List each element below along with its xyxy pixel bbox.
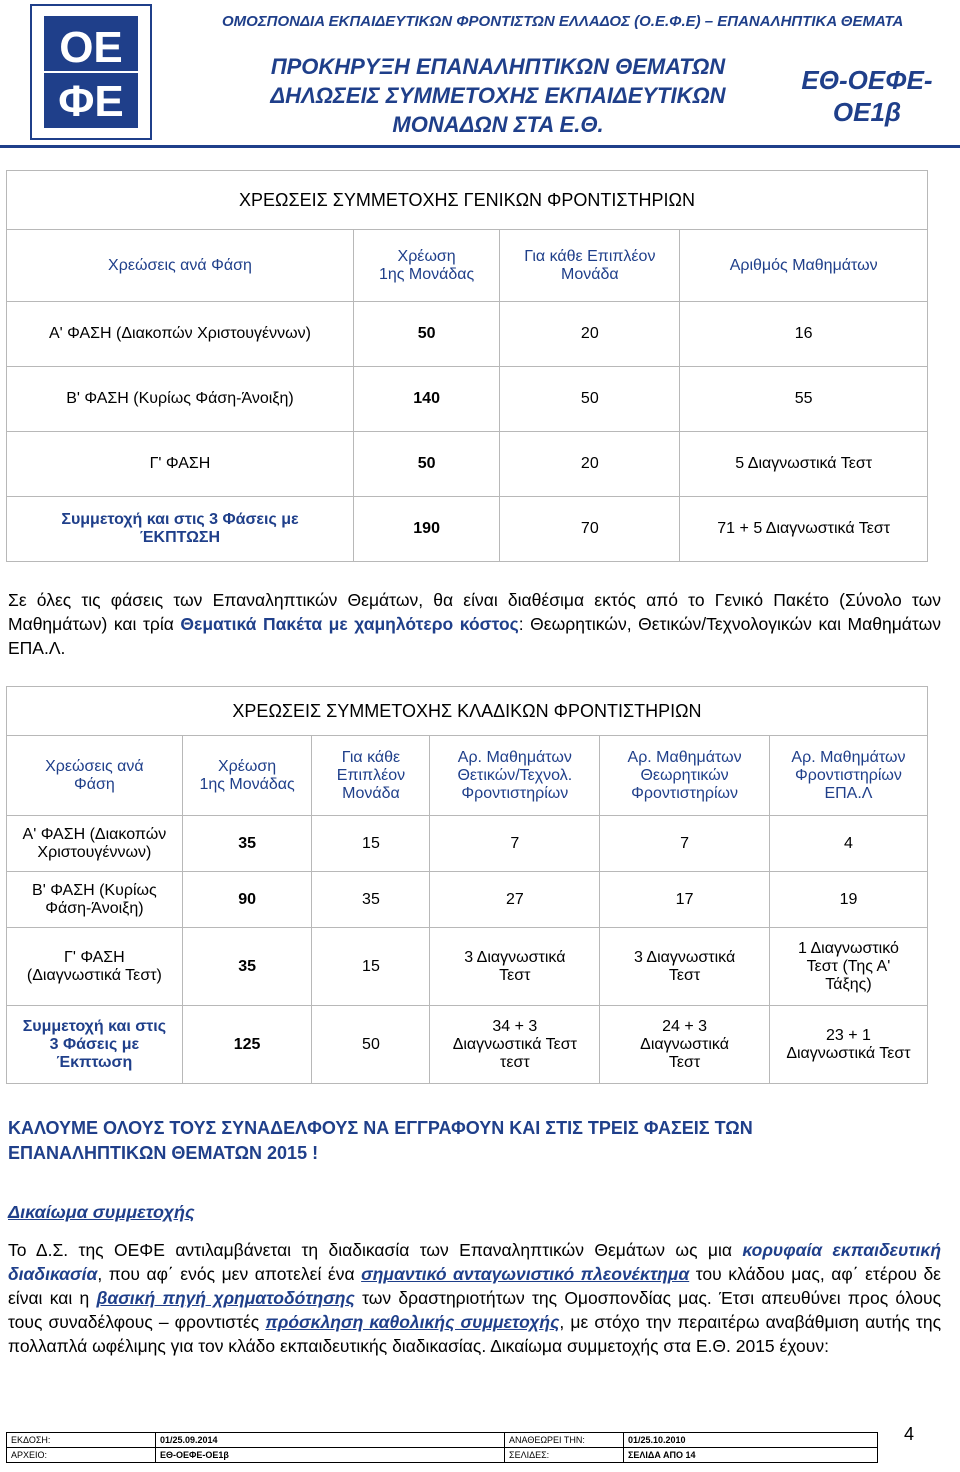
table-row [7,367,928,432]
footer-label: ΑΝΑΘΕΩΡΕΙ ΤΗΝ: [505,1433,624,1448]
column-header: Αρ. Μαθημάτων Θετικών/Τεχνολ. Φροντιστηρίων [430,736,600,816]
column-header: Για κάθε Επιπλέον Μονάδα [500,230,680,302]
column-header: Για κάθε Επιπλέον Μονάδα [312,736,430,816]
extra-unit-fee: 15 [312,928,430,1006]
epal-lessons: 19 [769,872,927,928]
table-row [7,1006,928,1084]
branch-fees-table [6,686,928,1084]
first-unit-fee: 50 [353,432,499,497]
participation-paragraph: Το Δ.Σ. της ΟΕΦΕ αντιλαμβάνεται τη διαδικασία των Επαναληπτικών Θεμάτων ως μια κορυφαία εκπαιδευτική διαδικασία, που αφ΄ ενός μεν αποτελεί ένα σημαντικό ανταγωνιστικό πλεονέκτημα του κλάδου μας, αφ΄ ετέρου δε είναι και η βασική πηγή χρηματοδότησης των δραστηριοτήτων της Ομοσπονδίας μας. Έτσι απευθύνει προς όλους τους συναδέλφους – φροντιστές πρόσκληση καθολικής συμμετοχής, με στόχο την περαιτέρω αναβάθμιση αυτής της πολλαπλά ωφέλιμης για τον κλάδο εκπαιδευτικής διαδικασίας. Δικαίωμα συμμετοχής στα Ε.Θ. 2015 έχουν: [8,1240,942,1356]
phase-cell: Γ' ΦΑΣΗ [7,432,354,497]
header-divider [0,145,960,148]
column-header: Χρέωση 1ης Μονάδας [182,736,312,816]
emphasis: κορυφαία εκπαιδευτική διαδικασία [8,1240,942,1284]
column-header: Χρεώσεις ανά Φάση [7,736,183,816]
column-header: Αρ. Μαθημάτων Φροντιστηρίων ΕΠΑ.Λ [769,736,927,816]
table-row [7,432,928,497]
lessons-count: 16 [680,302,928,367]
phase-cell: Συμμετοχή και στις 3 Φάσεις με Έκπτωση [7,1006,183,1084]
positive-lessons: 27 [430,872,600,928]
call-to-action [8,1116,948,1166]
phase-cell: Συμμετοχή και στις 3 Φάσεις με ΈΚΠΤΩΣΗ [7,497,354,562]
phase-cell: Α' ΦΑΣΗ (Διακοπών Χριστουγέννων) [7,816,183,872]
positive-lessons: 7 [430,816,600,872]
code-line: ΕΘ-ΟΕΦΕ- [801,65,933,95]
column-header: Χρέωση 1ης Μονάδας [353,230,499,302]
column-header: Αρ. Μαθημάτων Θεωρητικών Φροντιστηρίων [600,736,770,816]
epal-lessons: 1 Διαγνωστικό Τεστ (Της Α' Τάξης) [769,928,927,1006]
footer-value: ΣΕΛΙΔΑ ΑΠΟ 14 [624,1448,878,1463]
column-header: Αριθμός Μαθημάτων [680,230,928,302]
code-line: ΟΕ1β [832,97,902,127]
document-title [218,52,778,139]
phase-cell: Α' ΦΑΣΗ (Διακοπών Χριστουγέννων) [7,302,354,367]
extra-unit-fee: 50 [500,367,680,432]
table-row [7,497,928,562]
theoretical-lessons: 24 + 3 Διαγνωστικά Τεστ [600,1006,770,1084]
extra-unit-fee: 20 [500,302,680,367]
section-heading: Δικαίωμα συμμετοχής [8,1202,195,1222]
general-fees-table [6,170,928,562]
organization-line: ΟΜΟΣΠΟΝΔΙΑ ΕΚΠΑΙΔΕΥΤΙΚΩΝ ΦΡΟΝΤΙΣΤΩΝ ΕΛΛΑΔΟΣ (Ο.Ε.Φ.Ε) – ΕΠΑΝΑΛΗΠΤΙΚΑ ΘΕΜΑΤΑ [222,13,904,30]
cta-line: ΚΑΛΟΥΜΕ ΟΛΟΥΣ ΤΟΥΣ ΣΥΝΑΔΕΛΦΟΥΣ ΝΑ ΕΓΓΡΑΦΟΥΝ ΚΑΙ ΣΤΙΣ ΤΡΕΙΣ ΦΑΣΕΙΣ ΤΩΝ [8,1118,753,1138]
first-unit-fee: 125 [182,1006,312,1084]
extra-unit-fee: 35 [312,872,430,928]
phase-cell: Γ' ΦΑΣΗ (Διαγνωστικά Τεστ) [7,928,183,1006]
emphasis: Θεματικά Πακέτα με χαμηλότερο κόστος [180,614,519,634]
theoretical-lessons: 17 [600,872,770,928]
footer-value: 01/25.10.2010 [624,1433,878,1448]
extra-unit-fee: 50 [312,1006,430,1084]
extra-unit-fee: 70 [500,497,680,562]
lessons-count: 5 Διαγνωστικά Τεστ [680,432,928,497]
svg-text:ΦΕ: ΦΕ [58,77,124,126]
table-row [7,872,928,928]
lessons-count: 55 [680,367,928,432]
oefe-logo [30,4,152,140]
cta-line: ΕΠΑΝΑΛΗΠΤΙΚΩΝ ΘΕΜΑΤΩΝ 2015 ! [8,1143,319,1163]
extra-unit-fee: 20 [500,432,680,497]
first-unit-fee: 35 [182,816,312,872]
first-unit-fee: 90 [182,872,312,928]
page-number: 4 [904,1424,915,1444]
table-row [7,928,928,1006]
phase-cell: Β' ΦΑΣΗ (Κυρίως Φάση-Άνοιξη) [7,367,354,432]
table-row [7,816,928,872]
document-code [792,64,942,128]
column-header: Χρεώσεις ανά Φάση [7,230,354,302]
lessons-count: 71 + 5 Διαγνωστικά Τεστ [680,497,928,562]
first-unit-fee: 190 [353,497,499,562]
first-unit-fee: 140 [353,367,499,432]
title-line: ΔΗΛΩΣΕΙΣ ΣΥΜΜΕΤΟΧΗΣ ΕΚΠΑΙΔΕΥΤΙΚΩΝ [270,83,726,108]
positive-lessons: 34 + 3 Διαγνωστικά Τεστ τεστ [430,1006,600,1084]
footer-value: 01/25.09.2014 [156,1433,505,1448]
theoretical-lessons: 7 [600,816,770,872]
emphasis: πρόσκληση καθολικής συμμετοχής [265,1312,560,1332]
packages-paragraph: Σε όλες τις φάσεις των Επαναληπτικών Θεμάτων, θα είναι διαθέσιμα εκτός από το Γενικό Πακέτο (Σύνολο των Μαθημάτων) και τρία Θεματικά Πακέτα με χαμηλότερο κόστος: Θεωρητικών, Θετικών/Τεχνολογικών και Μαθημάτων ΕΠΑ.Λ. [8,590,941,658]
footer-label: ΕΚΔΟΣΗ: [7,1433,156,1448]
svg-text:ΟΕ: ΟΕ [59,23,123,72]
epal-lessons: 23 + 1 Διαγνωστικά Τεστ [769,1006,927,1084]
emphasis: σημαντικό ανταγωνιστικό πλεονέκτημα [361,1264,690,1284]
table-title: ΧΡΕΩΣΕΙΣ ΣΥΜΜΕΤΟΧΗΣ ΓΕΝΙΚΩΝ ΦΡΟΝΤΙΣΤΗΡΙΩΝ [7,171,928,230]
table-row [7,302,928,367]
phase-cell: Β' ΦΑΣΗ (Κυρίως Φάση-Άνοιξη) [7,872,183,928]
theoretical-lessons: 3 Διαγνωστικά Τεστ [600,928,770,1006]
footer-value: ΕΘ-ΟΕΦΕ-ΟΕ1β [156,1448,505,1463]
table-title: ΧΡΕΩΣΕΙΣ ΣΥΜΜΕΤΟΧΗΣ ΚΛΑΔΙΚΩΝ ΦΡΟΝΤΙΣΤΗΡΙΩΝ [7,687,928,736]
first-unit-fee: 35 [182,928,312,1006]
positive-lessons: 3 Διαγνωστικά Τεστ [430,928,600,1006]
title-line: ΠΡΟΚΗΡΥΞΗ ΕΠΑΝΑΛΗΠΤΙΚΩΝ ΘΕΜΑΤΩΝ [270,54,726,79]
extra-unit-fee: 15 [312,816,430,872]
document-footer [6,1432,878,1463]
page-header [0,0,960,148]
first-unit-fee: 50 [353,302,499,367]
title-line: ΜΟΝΑΔΩΝ ΣΤΑ Ε.Θ. [392,112,604,137]
footer-label: ΣΕΛΙΔΕΣ: [505,1448,624,1463]
emphasis: βασική πηγή χρηματοδότησης [96,1288,355,1308]
epal-lessons: 4 [769,816,927,872]
footer-label: ΑΡΧΕΙΟ: [7,1448,156,1463]
